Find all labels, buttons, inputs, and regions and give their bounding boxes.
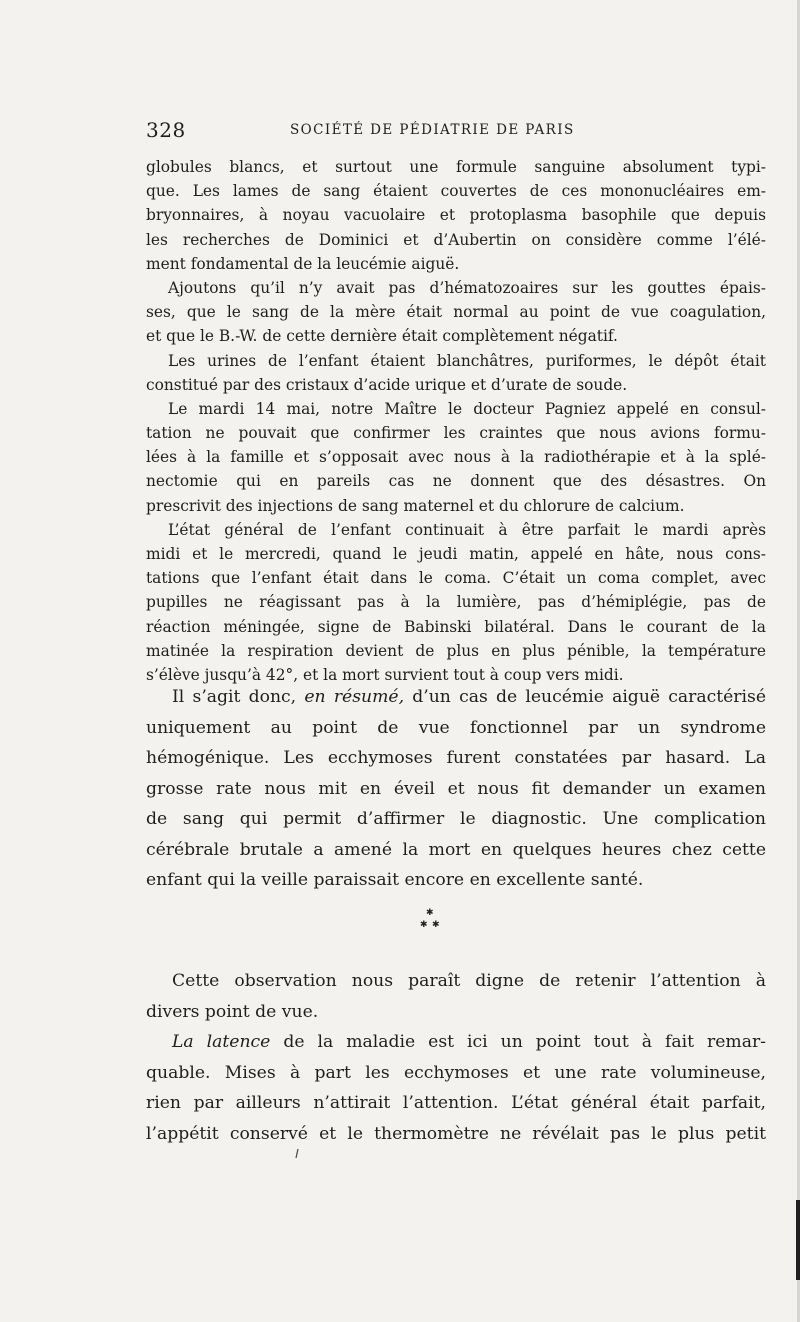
text-line: midi et le mercredi, quand le jeudi matin, appelé en hâte, nous cons- bbox=[146, 545, 766, 563]
text-line: bryonnaires, à noyau vacuolaire et protoplasma basophile que depuis bbox=[146, 206, 766, 225]
text-line: uniquement au point de vue fonctionnel par un syndrome bbox=[146, 717, 766, 738]
text-line: et que le B.-W. de cette dernière était complètement négatif. bbox=[146, 327, 618, 346]
text-line: prescrivit des injections de sang maternel et du chlorure de calcium. bbox=[146, 496, 685, 515]
italic-phrase: La latence bbox=[172, 1032, 271, 1052]
section-separator bbox=[420, 908, 460, 938]
text-line: l’appétit conservé et le thermomètre ne révélait pas le plus petit bbox=[146, 1123, 766, 1144]
paragraph-block-observation bbox=[146, 155, 766, 687]
text-line: globules blancs, et surtout une formule sanguine absolument typi- bbox=[146, 158, 766, 176]
asterisk-glyph: ✱ bbox=[420, 920, 428, 930]
text-line: tations que l’enfant était dans le coma. C’était un coma complet, avec bbox=[146, 569, 766, 588]
page-edge-shadow bbox=[796, 1200, 800, 1280]
text-line: Ajoutons qu’il n’y avait pas d’hématozoaires sur les gouttes épais- bbox=[168, 278, 766, 297]
asterisk-glyph: ✱ bbox=[426, 908, 434, 918]
text-line bbox=[146, 1027, 766, 1058]
text-line: tation ne pouvait que confirmer les craintes que nous avions formu- bbox=[146, 424, 766, 443]
ink-speck bbox=[294, 1148, 300, 1160]
text-span: Il s’agit donc, bbox=[172, 687, 297, 707]
text-line: rien par ailleurs n’attirait l’attention. L’état général était parfait, bbox=[146, 1093, 766, 1113]
paragraph-block-summary bbox=[146, 682, 766, 896]
text-line: nectomie qui en pareils cas ne donnent que des désastres. On bbox=[146, 472, 766, 491]
text-line: L’état général de l’enfant continuait à être parfait le mardi après bbox=[168, 520, 766, 539]
running-head: SOCIÉTÉ DE PÉDIATRIE DE PARIS bbox=[290, 122, 575, 138]
text-line: s’élève jusqu’à 42°, et la mort survient tout à coup vers midi. bbox=[146, 665, 624, 684]
text-line: ses, que le sang de la mère était normal au point de vue coagulation, bbox=[146, 303, 766, 322]
text-line: pupilles ne réagissant pas à la lumière, pas d’hémiplégie, pas de bbox=[146, 593, 766, 612]
text-line bbox=[146, 682, 766, 713]
text-line: constitué par des cristaux d’acide urique et d’urate de soude. bbox=[146, 375, 628, 394]
page-header bbox=[146, 118, 766, 142]
text-span: de la maladie est ici un point tout à fait remar- bbox=[283, 1032, 766, 1052]
paragraph-block-discussion bbox=[146, 966, 766, 1149]
text-line: Le mardi 14 mai, notre Maître le docteur Pagniez appelé en consul- bbox=[168, 399, 766, 418]
text-line: Cette observation nous paraît digne de retenir l’attention à bbox=[172, 971, 766, 991]
asterisk-glyph: ✱ bbox=[432, 920, 440, 930]
text-line: de sang qui permit d’affirmer le diagnostic. Une complication bbox=[146, 809, 766, 829]
text-line: enfant qui la veille paraissait encore en excellente santé. bbox=[146, 870, 644, 890]
text-line: cérébrale brutale a amené la mort en quelques heures chez cette bbox=[146, 839, 766, 860]
text-line: réaction méningée, signe de Babinski bilatéral. Dans le courant de la bbox=[146, 617, 766, 636]
text-line: quable. Mises à part les ecchymoses et une rate volumineuse, bbox=[146, 1062, 766, 1083]
text-line: lées à la famille et s’opposait avec nous à la radiothérapie et à la splé- bbox=[146, 448, 766, 467]
text-line: divers point de vue. bbox=[146, 1001, 319, 1022]
text-line: ment fondamental de la leucémie aiguë. bbox=[146, 254, 460, 273]
text-line: grosse rate nous mit en éveil et nous fit demander un examen bbox=[146, 778, 766, 799]
text-line: Les urines de l’enfant étaient blanchâtres, puriformes, le dépôt était bbox=[168, 351, 766, 370]
text-line: que. Les lames de sang étaient couvertes de ces mononucléaires em- bbox=[146, 182, 766, 201]
italic-phrase: en résumé, bbox=[304, 687, 405, 707]
text-span: d’un cas de leucémie aiguë caractérisé bbox=[412, 687, 767, 707]
text-line: les recherches de Dominici et d’Aubertin on considère comme l’élé- bbox=[146, 230, 766, 249]
page-number: 328 bbox=[146, 118, 186, 142]
text-line: hémogénique. Les ecchymoses furent constatées par hasard. La bbox=[146, 748, 766, 768]
text-line: matinée la respiration devient de plus en plus pénible, la température bbox=[146, 641, 766, 660]
